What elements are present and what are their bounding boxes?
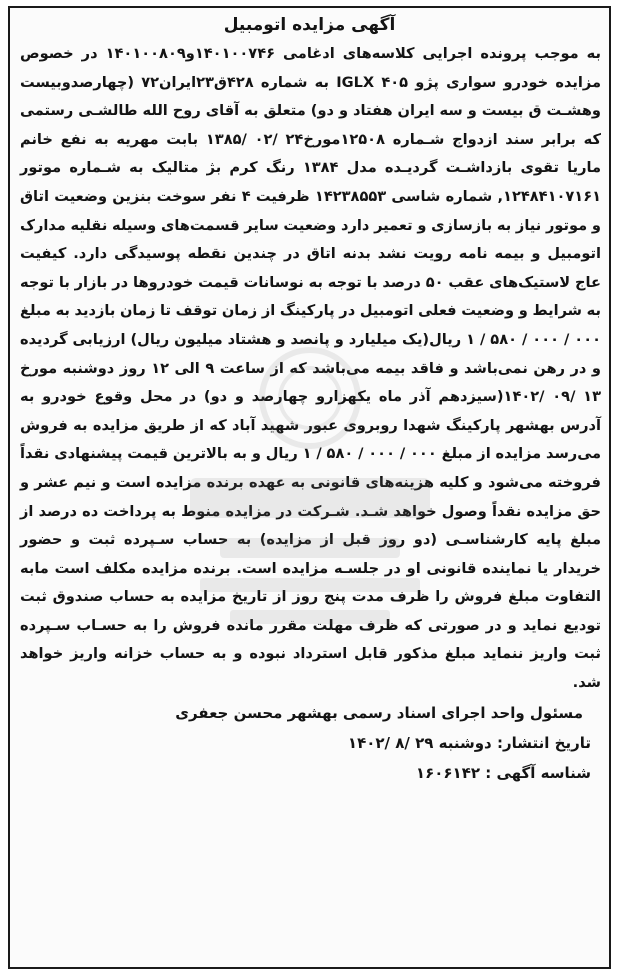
notice-id-row	[20, 758, 591, 788]
notice-id-label: شناسه آگهی :	[485, 763, 591, 782]
notice-meta	[10, 728, 609, 788]
publish-date-row	[20, 728, 591, 758]
publish-date-value: دوشنبه ۲۹ /۸ /۱۴۰۲	[347, 733, 492, 752]
notice-frame	[8, 6, 611, 969]
notice-id-value: ۱۶۰۶۱۴۲	[415, 763, 481, 782]
signature-line: مسئول واحد اجرای اسناد رسمی بهشهر محسن جعفری	[175, 703, 583, 722]
notice-body: به موجب پرونده اجرایی کلاسه‌های ادغامی ۱۴۰۱۰۰۷۴۶و۱۴۰۱۰۰۸۰۹ در خصوص مزایده خودرو سواری پژو ۴۰۵ IGLX به شماره ۴۲۸ق۲۳ایران۷۲ (چهارصدوبیست وهشـت ق بیست و سه ایران هفتاد و دو) متعلق به آقای روح الله طالشـی رستمی که برابر سند ازدواج شـماره ۱۲۵۰۸مورخ۲۴ /۰۲ /۱۳۸۵ بابت مهریه به نفع خانم ماریا تقوی بازداشـت گردیـده مدل ۱۳۸۴ رنگ کرم بژ متالیک به شـماره موتور ۱۲۴۸۴۱۰۷۱۶۱, شماره شاسی ۱۴۲۳۸۵۵۳ ظرفیت ۴ نفر سوخت بنزین وضعیت اتاق و موتور نیاز به بازسازی و تعمیر دارد وضعیت سایر قسمت‌های وسیله نقلیه مدارک اتومبیل و بیمه نامه رویت نشد بدنه اتاق در چندین نقطه پوسیدگی دارد. کیفیت عاج لاستیک‌های عقب ۵۰ درصد با توجه به نوسانات قیمت خودروها در بازار با توجه به شرایط و وضعیت فعلی اتومبیل در پارکینگ از زمان توقف تا زمان بازدید به مبلغ ۰۰۰ / ۰۰۰ / ۵۸۰ / ۱ ریال(یک میلیارد و پانصد و هشتاد میلیون ریال) ارزیابی گردیده و در رهن نمی‌باشد و فاقد بیمه می‌باشد که از ساعت ۹ الی ۱۲ روز دوشنبه مورخ ۱۳ /۰۹ /۱۴۰۲(سیزدهم آذر ماه یکهزارو چهارصد و دو) در محل وقوع خودرو به آدرس بهشهر پارکینگ شهدا روبروی عبور شهید آباد که از طریق مزایده به فروش می‌رسد مزایده از مبلغ ۰۰۰ / ۰۰۰ / ۵۸۰ / ۱ ریال و به بالاترین قیمت پیشنهادی نقداً فروخته می‌شود و کلیه هزینه‌های قانونی به عهده برنده مزایده است و نیم عشر و حق مزایده نقداً وصول خواهد شـد. شـرکت در مزایده منوط به پرداخت ده درصد از مبلغ پایه کارشناسـی (دو روز قبل از مزایده) به حساب سـپرده ثبت و حضور خریدار یا نماینده قانونی او در جلسـه مزایده است. برنده مزایده مکلف است مابه التفاوت مبلغ فروش را ظرف مدت پنج روز از تاریخ مزایده به حساب صندوق ثبت تودیع نماید و در صورتی که ظرف مهلت مقرر مانده فروش را به حسـاب سـپرده ثبت واریز ننماید مبلغ مذکور قابل استرداد نبوده و به حساب خزانه واریز خواهد شد.	[20, 45, 602, 692]
publish-date-label: تاریخ انتشار:	[497, 733, 591, 752]
notice-title: آگهی مزایده اتومبیل	[223, 15, 396, 35]
